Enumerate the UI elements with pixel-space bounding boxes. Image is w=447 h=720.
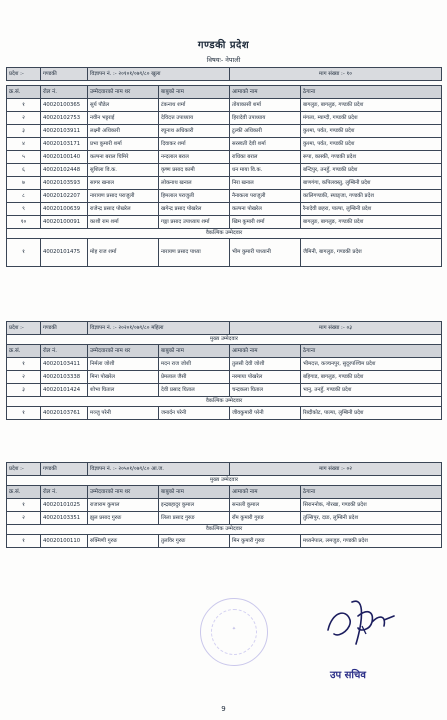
table-row — [7, 358, 442, 371]
serial-number: १ — [7, 99, 41, 112]
serial-number: १० — [7, 216, 41, 229]
table-row — [7, 164, 442, 177]
main-candidates-label-row — [7, 476, 442, 486]
address: सिराननोक, गोरखा, गण्डकी प्रदेश — [301, 499, 442, 512]
roll-number: 40020100140 — [41, 151, 88, 164]
demand-count: माग संख्या :- ०३ — [230, 322, 442, 335]
candidate-name: मञ्जु परेनी — [88, 407, 159, 420]
mother-name: तुलसी देवी जोशी — [230, 358, 301, 371]
address: जैमिनी, बागलुङ, गण्डकी प्रदेश — [301, 239, 442, 267]
candidate-name: सुर्य पौडेल — [88, 99, 159, 112]
mother-name: राँम कुमारी गुरुङ — [230, 512, 301, 525]
candidate-name: निर्मला जोशी — [88, 358, 159, 371]
address: मंगला, म्याग्दी, गण्डकी प्रदेश — [301, 112, 442, 125]
candidate-name: प्रभा कुमारी शर्मा — [88, 138, 159, 151]
candidate-table — [6, 462, 442, 548]
main-candidates-label-row — [7, 335, 442, 345]
column-header: रोल नं. — [41, 345, 88, 358]
father-name: नारायण प्रसाद पाध्या — [159, 239, 230, 267]
table-row — [7, 239, 442, 267]
father-name: मदन राज जोशी — [159, 358, 230, 371]
address: कुश्मा, पर्वत, गण्डकी प्रदेश — [301, 125, 442, 138]
mother-name: नरमाया पोखरेल — [230, 371, 301, 384]
address: बागलुङ, बागलुङ, गण्डकी प्रदेश — [301, 216, 442, 229]
candidate-name: काशी राम शर्मा — [88, 216, 159, 229]
father-name: टंकनाथ शर्मा — [159, 99, 230, 112]
father-name: लोकनाथ खनाल — [159, 177, 230, 190]
roll-number: 40020103171 — [41, 138, 88, 151]
address: कुश्मा, पर्वत, गण्डकी प्रदेश — [301, 138, 442, 151]
signature-icon — [322, 590, 402, 660]
candidate-name: मिना पोखरेल — [88, 371, 159, 384]
column-header-row — [7, 345, 442, 358]
candidate-name: रुक्मिणी गुरुङ — [88, 535, 159, 548]
father-name: देवी प्रसाद घिताल — [159, 384, 230, 397]
candidate-name: मोह राज शर्मा — [88, 239, 159, 267]
roll-number: 40020103593 — [41, 177, 88, 190]
column-header: ठेगाना — [301, 486, 442, 499]
advertisement-number: विज्ञापन नं. :- २०२०१/०७९/८० महिला — [88, 322, 230, 335]
serial-number: २ — [7, 371, 41, 384]
table-row — [7, 125, 442, 138]
mother-name: भीम कुमारी पाध्यानी — [230, 239, 301, 267]
alternate-candidates-label: वैकल्पिक उम्मेदवार — [7, 229, 442, 239]
table-row — [7, 112, 442, 125]
section-header-row — [7, 68, 442, 81]
province-name: गण्डकी — [41, 322, 88, 335]
table-row — [7, 99, 442, 112]
column-header-row — [7, 486, 442, 499]
candidate-name: सुशिला वि.क. — [88, 164, 159, 177]
column-header: आमाको नाम — [230, 486, 301, 499]
column-header: बाबुको नाम — [159, 86, 230, 99]
mother-name: चन्द्रकला घिताल — [230, 384, 301, 397]
alternate-candidates-label: वैकल्पिक उम्मेदवार — [7, 525, 442, 535]
subject-line: विषयः- नेपाली — [206, 56, 241, 64]
section-header-row — [7, 322, 442, 335]
address: भानु, तनहुँ, गण्डकी प्रदेश — [301, 384, 442, 397]
serial-number: २ — [7, 112, 41, 125]
serial-number: ४ — [7, 138, 41, 151]
father-name: इन्द्रबहादुर कुमाल — [159, 499, 230, 512]
table-row — [7, 190, 442, 203]
address: बन्दिपुर, तनहुँ, गण्डकी प्रदेश — [301, 164, 442, 177]
father-name: हिमलाल पराजुली — [159, 190, 230, 203]
column-header: बाबुको नाम — [159, 486, 230, 499]
table-row — [7, 535, 442, 548]
alternate-candidates-label: वैकल्पिक उम्मेदवार — [7, 397, 442, 407]
address: रैनादेवी छहरा, पाल्पा, लुम्बिनी प्रदेश — [301, 203, 442, 216]
roll-number: 40020103761 — [41, 407, 88, 420]
seal-star-icon: ✦ — [231, 626, 237, 632]
roll-number: 40020102448 — [41, 164, 88, 177]
column-header: क्र.सं. — [7, 345, 41, 358]
mother-name: नैनाकला पराजुली — [230, 190, 301, 203]
seal-inner-ring — [211, 609, 257, 655]
table-row — [7, 371, 442, 384]
serial-number: ५ — [7, 151, 41, 164]
column-header: ठेगाना — [301, 345, 442, 358]
roll-number: 40020100365 — [41, 99, 88, 112]
candidate-name: शोभा घिताल — [88, 384, 159, 397]
column-header-row — [7, 86, 442, 99]
column-header: बाबुको नाम — [159, 345, 230, 358]
province-label: प्रदेश :- — [7, 322, 41, 335]
serial-number: ७ — [7, 177, 41, 190]
address: बागलुङ, बागलुङ, गण्डकी प्रदेश — [301, 99, 442, 112]
province-label: प्रदेश :- — [7, 463, 41, 476]
serial-number: ३ — [7, 125, 41, 138]
column-header: आमाको नाम — [230, 345, 301, 358]
father-name: कृष्ण प्रसाद कामी — [159, 164, 230, 177]
serial-number: १ — [7, 499, 41, 512]
designation-label: उप सचिव — [330, 670, 366, 681]
mother-name: टुल्की अधिकारी — [230, 125, 301, 138]
father-name: देविदत्त उपाध्याय — [159, 112, 230, 125]
serial-number: २ — [7, 512, 41, 525]
address: रूपा, कास्की, गण्डकी प्रदेश — [301, 151, 442, 164]
father-name: खगेन्द्र प्रसाद पोखरेल — [159, 203, 230, 216]
province-name: गण्डकी — [41, 68, 88, 81]
candidate-name: लक्ष्मी अधिकारी — [88, 125, 159, 138]
father-name: प्रेमलाल जैसी — [159, 371, 230, 384]
advertisement-number: विज्ञापन नं. :- २०५०१/०७९/८० आ.ज. — [88, 463, 230, 476]
candidate-table — [6, 321, 442, 420]
address: बाणगंगा, कपिलवस्तु, लुम्बिनी प्रदेश — [301, 177, 442, 190]
mother-name: तोयाकासी शर्मा — [230, 99, 301, 112]
column-header: रोल नं. — [41, 86, 88, 99]
father-name: रघुनाथ अधिकारी — [159, 125, 230, 138]
candidate-name: कल्पना बराल घिमिरे — [88, 151, 159, 164]
table-row — [7, 216, 442, 229]
address: मध्यनेपाल, लमजुङ, गण्डकी प्रदेश — [301, 535, 442, 548]
table-row — [7, 177, 442, 190]
roll-number: 40020103338 — [41, 371, 88, 384]
roll-number: 40020103351 — [41, 512, 88, 525]
serial-number: १ — [7, 358, 41, 371]
roll-number: 40020100639 — [41, 203, 88, 216]
alternate-candidates-label-row — [7, 525, 442, 535]
mother-name: जीवकुमारी परेनी — [230, 407, 301, 420]
candidate-table — [6, 67, 442, 267]
mother-name: राधिका बराल — [230, 151, 301, 164]
mother-name: निरा खनाल — [230, 177, 301, 190]
roll-number: 40020101025 — [41, 499, 88, 512]
column-header: ठेगाना — [301, 86, 442, 99]
column-header: रोल नं. — [41, 486, 88, 499]
roll-number: 40020101475 — [41, 239, 88, 267]
candidate-name: नारायण प्रसाद पराजुली — [88, 190, 159, 203]
roll-number: 40020100110 — [41, 535, 88, 548]
advertisement-number: विज्ञापन नं. :- २०१०१/०७९/८० खुला — [88, 68, 230, 81]
address: भीमदत्त, कञ्चनपुर, सुदूरपश्चिम प्रदेश — [301, 358, 442, 371]
father-name: नन्दलाल बराल — [159, 151, 230, 164]
serial-number: ९ — [7, 203, 41, 216]
column-header: क्र.सं. — [7, 86, 41, 99]
province-name: गण्डकी — [41, 463, 88, 476]
address: रिब्दीकोट, पाल्पा, लुम्बिनी प्रदेश — [301, 407, 442, 420]
serial-number: १ — [7, 407, 41, 420]
column-header: उम्मेदवारको नाम थर — [88, 345, 159, 358]
serial-number: ६ — [7, 164, 41, 177]
mother-name: कल्पना पोखरेल — [230, 203, 301, 216]
father-name: गङ्गा प्रसाद उपाध्याय शर्मा — [159, 216, 230, 229]
roll-number: 40020103911 — [41, 125, 88, 138]
candidate-name: झुल प्रसाद गुरुङ — [88, 512, 159, 525]
address: कालिगण्डकी, स्याङ्जा, गण्डकी प्रदेश — [301, 190, 442, 203]
alternate-candidates-label-row — [7, 397, 442, 407]
candidate-name: सागर खनाल — [88, 177, 159, 190]
serial-number: ३ — [7, 384, 41, 397]
father-name: लिला प्रसाद गुरुङ — [159, 512, 230, 525]
candidate-name: नवीन भट्टराई — [88, 112, 159, 125]
table-row — [7, 407, 442, 420]
table-row — [7, 512, 442, 525]
candidate-name: राजेन्द्र प्रसाद पोखरेल — [88, 203, 159, 216]
address: बहिगाड, बागलुङ, गण्डकी प्रदेश — [301, 371, 442, 384]
demand-count: माग संख्या :- ०२ — [230, 463, 442, 476]
father-name: दिवाकर शर्मा — [159, 138, 230, 151]
mother-name: हिरादेवी उपाध्याय — [230, 112, 301, 125]
table-row — [7, 203, 442, 216]
serial-number: ८ — [7, 190, 41, 203]
main-candidates-label: मुख्य उम्मेदवार — [7, 476, 442, 486]
serial-number: १ — [7, 239, 41, 267]
table-row — [7, 138, 442, 151]
main-candidates-label: मुख्य उम्मेदवार — [7, 335, 442, 345]
mother-name: धन माया वि.क. — [230, 164, 301, 177]
table-row — [7, 151, 442, 164]
mother-name: खिम कुमारी शर्मा — [230, 216, 301, 229]
father-name: तुलविर गुरुङ — [159, 535, 230, 548]
mother-name: सन्तली कुमाल — [230, 499, 301, 512]
roll-number: 40020101424 — [41, 384, 88, 397]
table-row — [7, 499, 442, 512]
roll-number: 40020102207 — [41, 190, 88, 203]
office-seal-stamp — [200, 598, 268, 666]
table-row — [7, 384, 442, 397]
section-header-row — [7, 463, 442, 476]
serial-number: १ — [7, 535, 41, 548]
column-header: उम्मेदवारको नाम थर — [88, 86, 159, 99]
page-number: 9 — [221, 705, 226, 713]
candidate-name: राजाराम कुमाल — [88, 499, 159, 512]
alternate-candidates-label-row — [7, 229, 442, 239]
roll-number: 40020103411 — [41, 358, 88, 371]
mother-name: सरस्वती देवी शर्मा — [230, 138, 301, 151]
address: तुल्सिपुर, दाङ, लुम्बिनी प्रदेश — [301, 512, 442, 525]
roll-number: 40020100091 — [41, 216, 88, 229]
column-header: क्र.सं. — [7, 486, 41, 499]
father-name: जनार्दन परेनी — [159, 407, 230, 420]
column-header: उम्मेदवारको नाम थर — [88, 486, 159, 499]
demand-count: माग संख्या :- १० — [230, 68, 442, 81]
mother-name: मिन कुमारी गुरुङ — [230, 535, 301, 548]
roll-number: 40020102753 — [41, 112, 88, 125]
page-title: गण्डकी प्रदेश — [197, 40, 250, 51]
province-label: प्रदेश :- — [7, 68, 41, 81]
column-header: आमाको नाम — [230, 86, 301, 99]
